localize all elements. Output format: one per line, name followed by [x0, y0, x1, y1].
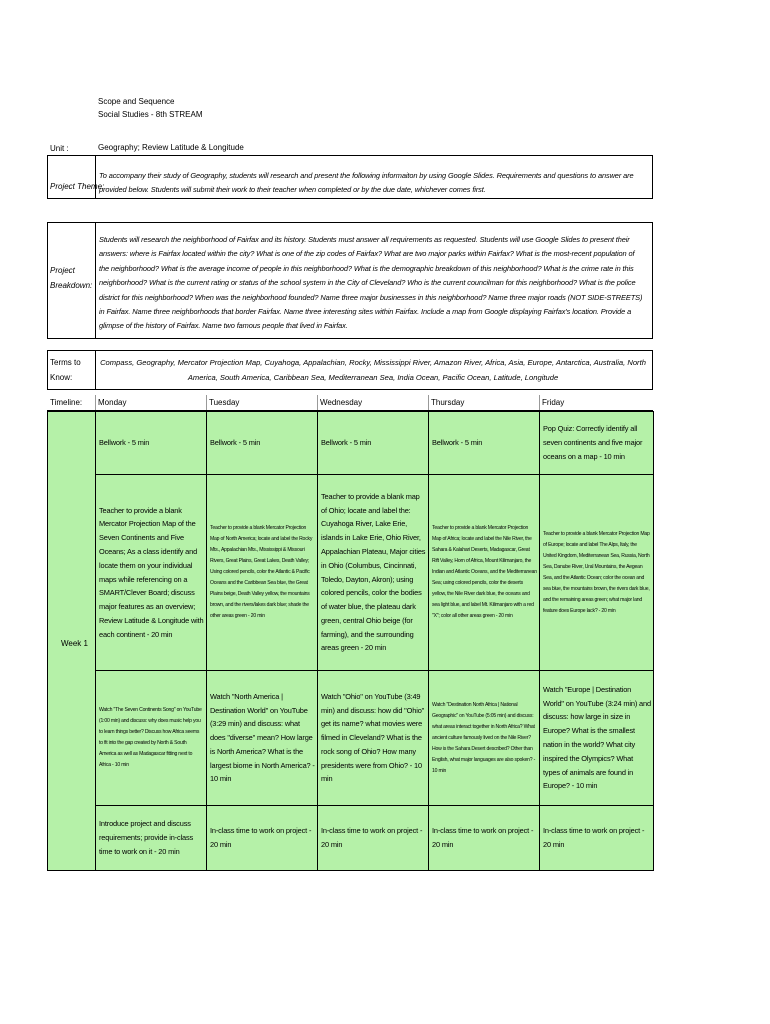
- timeline-divider: [95, 395, 96, 410]
- cell-thu-project: [430, 806, 539, 870]
- cell-wed-project: [319, 806, 428, 870]
- unit-label: Unit :: [50, 144, 69, 153]
- terms-text: Compass, Geography, Mercator Projection Map, Cuyahoga, Appalachian, Rocky, Mississippi River, Amazon River, Africa, Asia, Europe, Antarctica, Australia, North America, South America, Caribbean Sea, Mediterranean Sea, India Ocean, Pacific Ocean, Latitude, Longitude: [100, 358, 646, 382]
- day-thursday: Thursday: [431, 398, 465, 407]
- week-label: Week 1: [61, 639, 88, 648]
- grid-col-divider: [95, 412, 96, 870]
- cell-text: Introduce project and discuss requirements; provide in-class time to work on it - 20 min: [99, 819, 194, 856]
- cell-fri-pop-quiz: [541, 412, 653, 474]
- cell-text: Bellwork - 5 min: [321, 438, 372, 448]
- section-divider: [95, 351, 96, 389]
- cell-text: In-class time to work on project - 20 min: [432, 826, 534, 849]
- cell-wed-bellwork: [319, 412, 428, 474]
- project-theme-text: To accompany their study of Geography, students will research and present the following informaiton by using Google Slides. Requirements and questions to answer are provided below. Students will submit their work to their teacher when completed or by the due date, whichever comes first.: [99, 171, 634, 195]
- cell-text: Teacher to provide a blank Mercator Projection Map of Africa; locate and label the Nile River, the Sahara & Kalahari Deserts, Madagascar, Great Rift Valley, Horn of Africa, Mount Kilimanjaro, the Indian and Atlantic Oceans, and the Mediterranean Sea; using colored pencils, color the deserts yellow, the Nile River dark blue, the oceans and sea light blue, and label Mt. Kilimanjaro with a red "X"; color all other areas green - 20 min: [432, 525, 537, 619]
- cell-text: Bellwork - 5 min: [432, 438, 483, 448]
- cell-wed-map-activity: [319, 475, 428, 670]
- cell-fri-video: [541, 671, 653, 805]
- project-breakdown-section: [47, 222, 653, 339]
- cell-fri-map-activity: [541, 475, 653, 670]
- day-monday: Monday: [98, 398, 127, 407]
- day-friday: Friday: [542, 398, 565, 407]
- unit-value: Geography; Review Latitude & Longitude: [98, 143, 244, 152]
- project-breakdown-text: Students will research the neighborhood of Fairfax and its history. Students must answer all requirements as requested. Students will use Google Slides to present their answers: where is Fairfax located within the city? What is one of the zip codes of Fairfax? What are two major parks within Fairfax? What is the most-recent population of the neighborhood? What is the average income of people in this neighborhood? What is the demographic breakdown of this neighborhood? What is the crime rate in this neighborhood? What is the current rating or status of the school system in the City of Cleveland? Who is the current councilman for this neighborhood? What is the police district for this neighborhood? When was the neighborhood founded? Name three major businesses in this neighborhood? Name three major roads (NOT SIDE-STREETS) in Fairfax. Name three neighborhoods that border Fairfax. Name three interesting sites within Fairfax. Include a map from Google displaying Fairfax's location. Provide a glimpse of the history of Fairfax. Name two famous people that lived in Fairfax.: [99, 235, 643, 331]
- cell-fri-project: [541, 806, 653, 870]
- cell-tue-video: [208, 671, 317, 805]
- cell-tue-project: [208, 806, 317, 870]
- grid-col-divider: [206, 412, 207, 870]
- cell-thu-bellwork: [430, 412, 539, 474]
- cell-text: In-class time to work on project - 20 min: [543, 826, 645, 849]
- day-tuesday: Tuesday: [209, 398, 240, 407]
- cell-text: In-class time to work on project - 20 min: [210, 826, 312, 849]
- project-theme-section: [47, 155, 653, 199]
- cell-text: Pop Quiz: Correctly identify all seven continents and five major oceans on a map - 10 min: [543, 424, 643, 461]
- doc-title: Scope and Sequence: [98, 97, 175, 106]
- timeline-divider: [206, 395, 207, 410]
- cell-wed-video: [319, 671, 428, 805]
- cell-mon-project: [97, 806, 206, 870]
- timeline-divider: [428, 395, 429, 410]
- cell-text: Watch "Europe | Destination World" on YouTube (3:24 min) and discuss: how large in size in Europe? What is the smallest nation in the world? What city inspired the Olympics? What types of animals are found in Europe? - 10 min: [543, 684, 651, 791]
- week-grid: [47, 411, 654, 871]
- grid-col-divider: [428, 412, 429, 870]
- cell-text: Bellwork - 5 min: [210, 438, 261, 448]
- grid-col-divider: [317, 412, 318, 870]
- cell-text: Teacher to provide a blank Mercator Projection Map of North America; locate and label the Rocky Mts., Appalachian Mts., Mississippi & Missouri Rivers, Great Plains, Great Lakes, Death Valley; Using colored pencils, color the Atlantic & Pacific Oceans and the Caribbean Sea blue, the Great Plains beige, Death Valley yellow, the mountains brown, and the rivers/lakes dark blue; shade the other areas green - 20 min: [210, 525, 313, 619]
- project-theme-label: Project Theme:: [50, 182, 105, 191]
- timeline-divider: [317, 395, 318, 410]
- project-breakdown-label-2: Breakdown:: [50, 281, 93, 290]
- day-wednesday: Wednesday: [320, 398, 363, 407]
- cell-mon-bellwork: [97, 412, 206, 474]
- terms-label-1: Terms to: [50, 358, 81, 367]
- section-divider: [95, 223, 96, 338]
- terms-label-2: Know:: [50, 373, 73, 382]
- cell-text: In-class time to work on project - 20 min: [321, 826, 423, 849]
- cell-mon-video: [97, 671, 206, 805]
- cell-text: Watch "Destination North Africa | National Geographic" on YouTube (5:05 min) and discuss: what areas interact together in North Africa? What ancient culture famously lived on the Nile River? How is the Sahara Desert described? Other than English, what major languages are also spoken? - 10 min: [432, 701, 536, 774]
- cell-tue-bellwork: [208, 412, 317, 474]
- cell-text: Bellwork - 5 min: [99, 438, 150, 448]
- project-breakdown-label-1: Project: [50, 266, 75, 275]
- cell-text: Teacher to provide a blank Mercator Projection Map of Europe; locate and label The Alps, Italy, the United Kingdom, Mediterranean Sea, Russia, North Sea, Danube River, Ural Mountains, the Aegean Sea, and the Atlantic Ocean; color the ocean and sea blue, the mountains brown, the rivers dark blue, and the remaining areas green; what major land feature does Europe lack? - 20 min: [543, 530, 650, 614]
- doc-subtitle: Social Studies - 8th STREAM: [98, 110, 203, 119]
- cell-text: Teacher to provide a blank Mercator Projection Map of the Seven Continents and Five Oceans; As a class identify and locate them on your individual maps while referencing on a SMART/Clever Board; discuss major features as an overview; Review Latitude & Longitude with each continent - 20 min: [99, 505, 204, 639]
- grid-col-divider: [539, 412, 540, 870]
- cell-text: Watch "Ohio" on YouTube (3:49 min) and discuss: how did "Ohio" get its name? what movies were filmed in Cleveland? What is the rock song of Ohio? How many presidents were from Ohio? - 10 min: [321, 691, 425, 784]
- cell-tue-map-activity: [208, 475, 317, 670]
- terms-section: [47, 350, 653, 390]
- cell-text: Teacher to provide a blank map of Ohio; locate and label the: Cuyahoga River, Lake Erie, islands in Lake Erie, Ohio River, Appalachian Plateau, Major cities in Ohio (Columbus, Cincinnati, Toledo, Dayton, Akron); using colored pencils, color the bodies of water blue, the plateau dark green, central Ohio beige (for farming), and the surrounding areas green - 20 min: [321, 491, 426, 653]
- cell-text: Watch "The Seven Continents Song" on YouTube (1:00 min) and discuss: why does music help you to learn things better? Discuss how Africa seems to fit into the gap created by North & South America as well as Madagascar fitting next to Africa - 10 min: [99, 707, 202, 768]
- cell-thu-map-activity: [430, 475, 539, 670]
- timeline-divider: [539, 395, 540, 410]
- cell-text: Watch "North America | Destination World" on YouTube (3:29 min) and discuss: what does "diverse" mean? How large is North America? What is the largest biome in North America? - 10 min: [210, 691, 315, 784]
- cell-mon-map-activity: [97, 475, 206, 670]
- timeline-label: Timeline:: [50, 398, 83, 407]
- cell-thu-video: [430, 671, 539, 805]
